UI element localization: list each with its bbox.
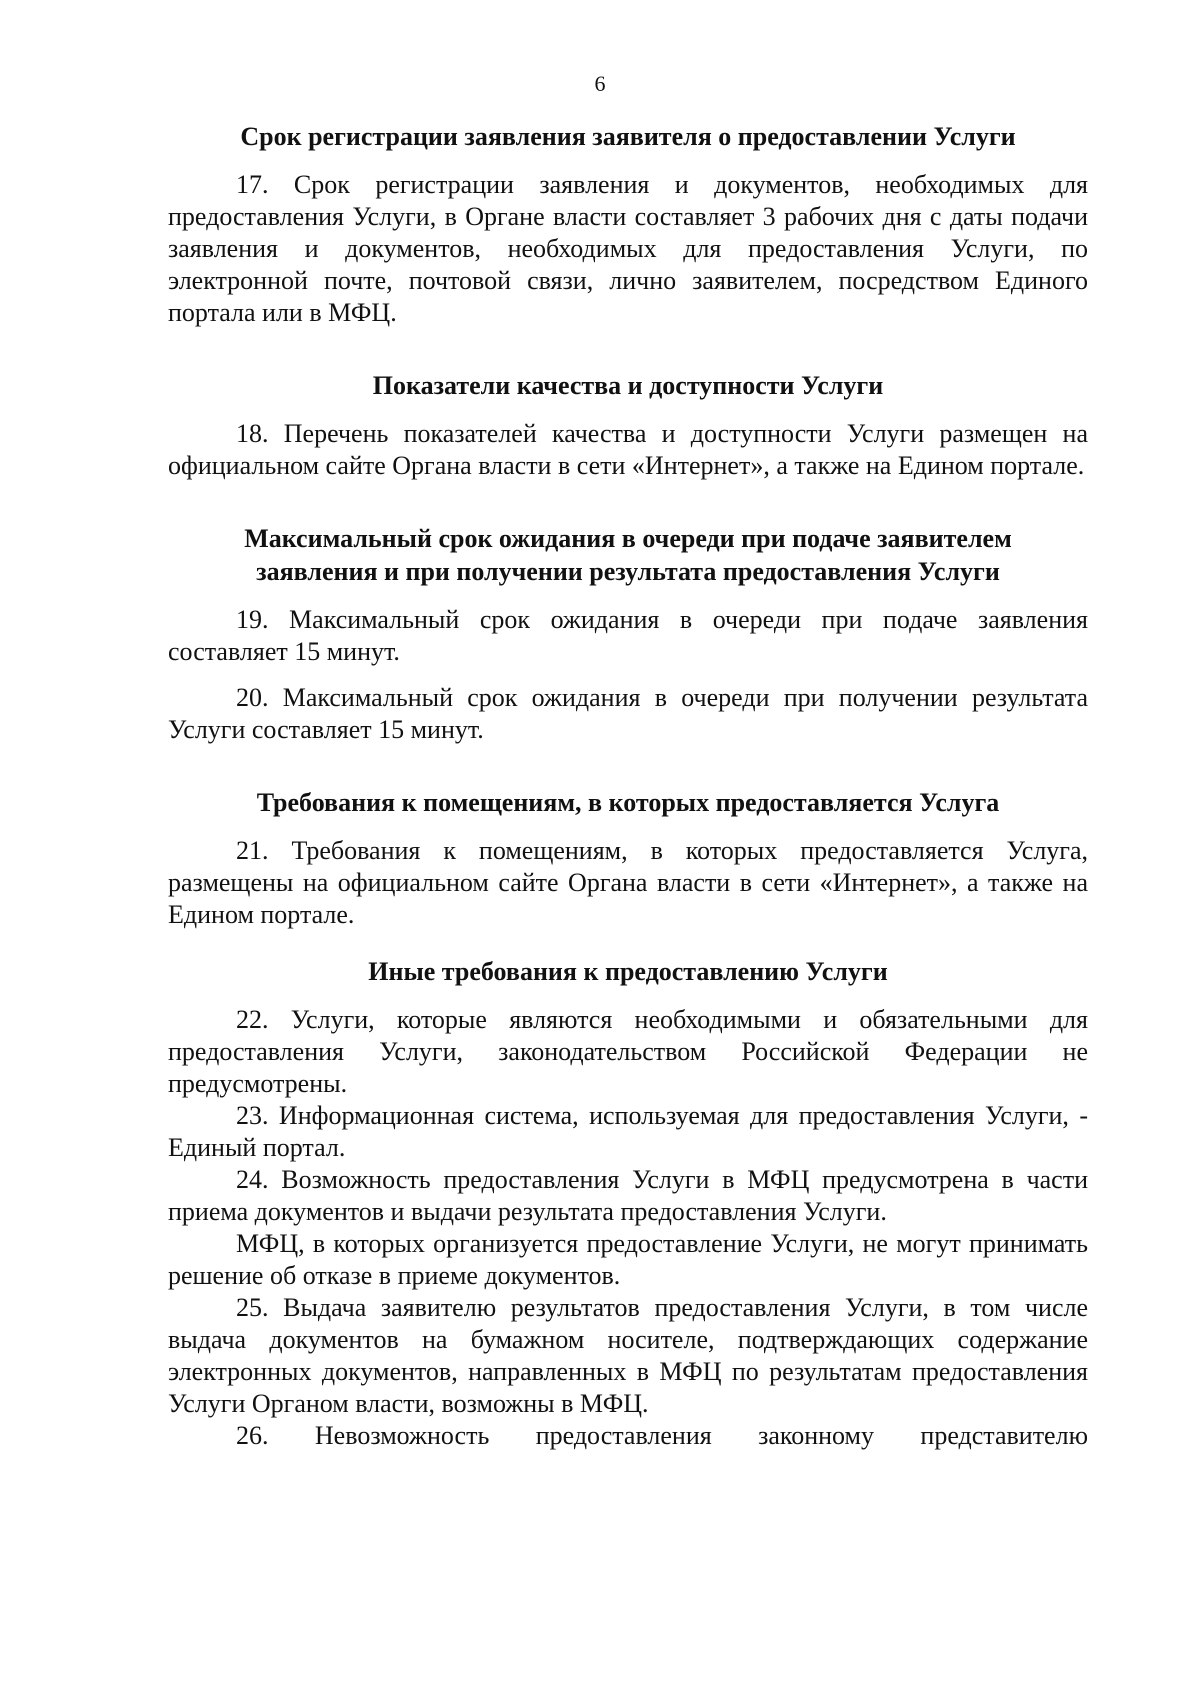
paragraph-25: 25. Выдача заявителю результатов предоставления Услуги, в том числе выдача документов на бумажном носителе, подтверждающих содержание электронных документов, направленных в МФЦ по результатам предоставления Услуги Органом власти, возможны в МФЦ. <box>168 1293 1088 1418</box>
paragraph-24: 24. Возможность предоставления Услуги в МФЦ предусмотрена в части приема документов и выдачи результата предоставления Услуги. <box>168 1165 1088 1226</box>
paragraph-24-mfc: МФЦ, в которых организуется предоставление Услуги, не могут принимать решение об отказе в приеме документов. <box>168 1229 1088 1290</box>
page-number: 6 <box>594 71 606 96</box>
heading-line-2: заявления и при получении результата предоставления Услуги <box>256 557 1000 586</box>
paragraph-23: 23. Информационная система, используемая для предоставления Услуги, - Единый портал. <box>168 1101 1088 1162</box>
document-body <box>168 120 1088 1452</box>
section-heading-other-requirements <box>168 955 1088 988</box>
paragraph-22: 22. Услуги, которые являются необходимыми и обязательными для предоставления Услуги, законодательством Российской Федерации не предусмотрены. <box>168 1005 1088 1098</box>
paragraph-18: 18. Перечень показателей качества и доступности Услуги размещен на официальном сайте Органа власти в сети «Интернет», а также на Едином портале. <box>168 419 1088 480</box>
paragraph-20: 20. Максимальный срок ожидания в очереди при получении результата Услуги составляет 15 минут. <box>168 683 1088 744</box>
paragraph-17: 17. Срок регистрации заявления и документов, необходимых для предоставления Услуги, в Органе власти составляет 3 рабочих дня с даты подачи заявления и документов, необходимых для предоставления Услуги, по электронной почте, почтовой связи, лично заявителем, посредством Единого портала или в МФЦ. <box>168 170 1088 327</box>
section-heading-premises-requirements <box>168 786 1088 819</box>
paragraph-21: 21. Требования к помещениям, в которых предоставляется Услуга, размещены на официальном сайте Органа власти в сети «Интернет», а также на Едином портале. <box>168 836 1088 929</box>
heading-line: Иные требования к предоставлению Услуги <box>368 957 888 986</box>
section-heading-quality-indicators <box>168 369 1088 402</box>
heading-line: Срок регистрации заявления заявителя о предоставлении Услуги <box>240 122 1016 151</box>
section-heading-queue-waiting-time <box>168 522 1088 588</box>
heading-line: Показатели качества и доступности Услуги <box>372 371 884 400</box>
heading-line: Требования к помещениям, в которых предоставляется Услуга <box>256 788 1000 817</box>
heading-line-1: Максимальный срок ожидания в очереди при подаче заявителем <box>244 524 1012 553</box>
paragraph-19: 19. Максимальный срок ожидания в очереди при подаче заявления составляет 15 минут. <box>168 605 1088 666</box>
section-heading-registration-term <box>168 120 1088 153</box>
paragraph-26: 26. Невозможность предоставления законному представителю <box>236 1421 1088 1450</box>
